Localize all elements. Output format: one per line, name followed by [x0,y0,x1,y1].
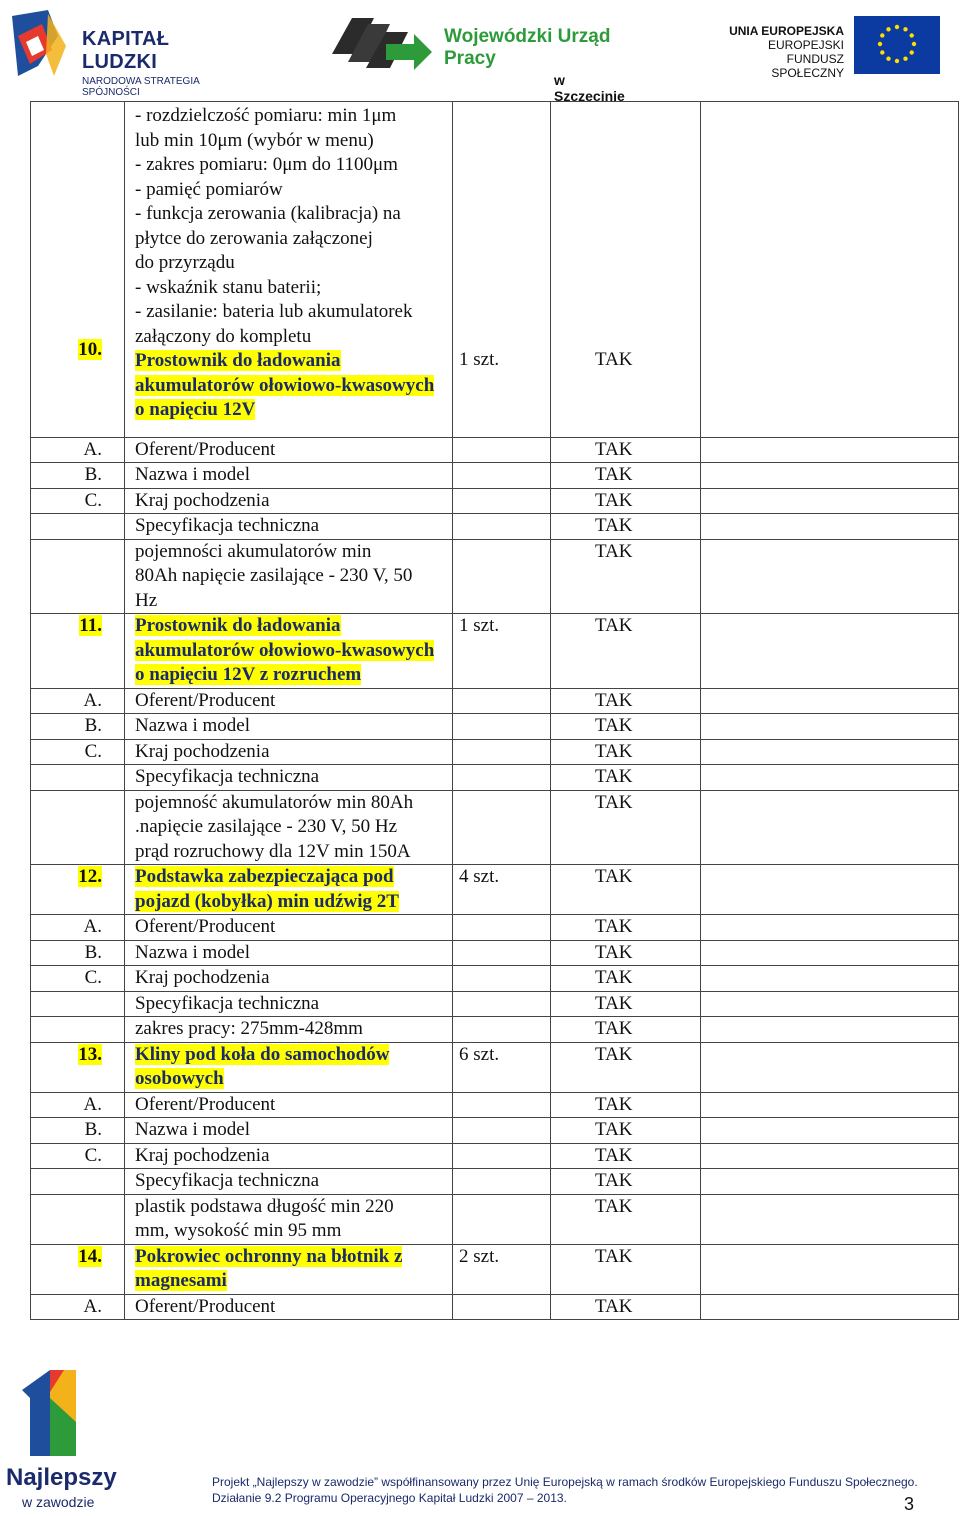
item-13-number: 13. [78,1043,102,1065]
empty-cell [453,1118,551,1144]
empty-cell [701,739,959,765]
sub-letter: A. [31,915,125,941]
table-row [31,539,959,614]
sub-label: Oferent/Producent [125,915,453,941]
empty-cell [701,915,959,941]
top-spec-line: - pamięć pomiarów [135,178,283,200]
sub-label: Oferent/Producent [125,688,453,714]
item-10-name: Prostownik do ładowania akumulatorów ołowiowo-kwasowych o napięciu 12V [135,350,435,420]
sub-value: TAK [551,463,701,489]
eu-line1: UNIA EUROPEJSKA [729,24,844,38]
empty-cell [453,940,551,966]
empty-cell [31,514,125,540]
page-footer [0,1368,960,1516]
spec-line: plastik podstawa długość min 220 [135,1195,394,1217]
empty-cell [453,790,551,865]
empty-cell [701,714,959,740]
sub-value: TAK [551,966,701,992]
page-number: 3 [904,1494,915,1514]
spec-cell [125,1017,453,1043]
empty-cell [701,790,959,865]
sub-value: TAK [551,437,701,463]
empty-cell [453,1017,551,1043]
sub-label: Nazwa i model [125,940,453,966]
empty-cell [701,966,959,992]
empty-cell [701,940,959,966]
sub-label: Kraj pochodzenia [125,966,453,992]
sub-letter: B. [31,714,125,740]
item-number [31,614,125,689]
top-spec-line: - zasilanie: bateria lub akumulatorek [135,301,413,322]
empty-cell [31,1194,125,1244]
sub-label: Nazwa i model [125,714,453,740]
table-row [31,1092,959,1118]
top-spec-line: lub min 10μm (wybór w menu) [135,129,374,151]
sub-label: Kraj pochodzenia [125,739,453,765]
sub-value: TAK [551,714,701,740]
table-row [31,739,959,765]
sub-label: Specyfikacja techniczna [125,514,453,540]
table-row [31,991,959,1017]
empty-cell [453,514,551,540]
item-13-cell [125,1042,453,1092]
wup-arrow-icon [330,14,434,74]
spec-line: zakres pracy: 275mm-428mm [135,1018,363,1039]
item-11-req: TAK [551,614,701,689]
spec-cell [125,790,453,865]
sub-value: TAK [551,1294,701,1320]
table-row [31,940,959,966]
empty-cell [31,539,125,614]
sub-value: TAK [551,1169,701,1195]
table-row [31,1042,959,1092]
empty-cell [453,1092,551,1118]
item-number [31,1244,125,1294]
sub-value: TAK [551,539,701,614]
item-13-name: Kliny pod koła do samochodów osobowych [135,1043,390,1089]
empty-cell [453,1294,551,1320]
sub-value: TAK [551,488,701,514]
table-row [31,865,959,915]
spec-line: 80Ah napięcie zasilające - 230 V, 50 [135,565,413,586]
top-spec-line: - rozdzielczość pomiaru: min 1μm [135,105,397,126]
kapital-ludzki-subtitle: NARODOWA STRATEGIA SPÓJNOŚCI [82,76,200,98]
sub-label: Specyfikacja techniczna [125,991,453,1017]
empty-cell [453,463,551,489]
page-header [0,0,960,104]
table-row [31,966,959,992]
sub-value: TAK [551,739,701,765]
empty-cell [31,991,125,1017]
najlepszy-logo [0,1368,130,1516]
item-11-cell [125,614,453,689]
empty-cell [453,765,551,791]
empty-cell [701,614,959,689]
eu-line2: EUROPEJSKI [767,38,844,52]
item-10-qty: 1 szt. [453,102,551,438]
empty-cell [701,539,959,614]
footer-line1: Projekt „Najlepszy w zawodzie” współfinansowany przez Unię Europejską w ramach środków Europejskiego Funduszu Społecznego. [212,1475,918,1489]
sub-value: TAK [551,688,701,714]
item-12-qty: 4 szt. [453,865,551,915]
sub-value: TAK [551,1118,701,1144]
empty-cell [453,488,551,514]
empty-cell [701,688,959,714]
item-10-req: TAK [551,102,701,438]
kapital-ludzki-title: KAPITAŁ LUDZKI [82,28,170,73]
sub-letter: B. [31,1118,125,1144]
sub-letter: C. [31,966,125,992]
sub-value: TAK [551,1194,701,1244]
table-row [31,1118,959,1144]
item-14-qty: 2 szt. [453,1244,551,1294]
table-row [31,790,959,865]
empty-cell [701,1294,959,1320]
spec-cell [125,539,453,614]
sub-letter: A. [31,1294,125,1320]
table-row [31,765,959,791]
sub-label: Oferent/Producent [125,1092,453,1118]
item-11-number: 11. [79,615,102,636]
empty-cell [453,688,551,714]
spec-line: .napięcie zasilające - 230 V, 50 Hz [135,816,398,837]
empty-cell [31,765,125,791]
najlepszy-title: Najlepszy [6,1464,117,1491]
najlepszy-subtitle: w zawodzie [22,1494,95,1510]
empty-cell [453,966,551,992]
empty-cell [453,739,551,765]
wup-logo [330,14,630,104]
kapital-ludzki-logo [8,6,248,98]
sub-label: Specyfikacja techniczna [125,1169,453,1195]
empty-cell [701,1194,959,1244]
top-spec-line: - wskaźnik stanu baterii; [135,276,322,298]
sub-letter: C. [31,1143,125,1169]
sub-label: Kraj pochodzenia [125,488,453,514]
table-row [31,688,959,714]
top-spec-line: - zakres pomiaru: 0μm do 1100μm [135,154,398,175]
item-number [31,1042,125,1092]
sub-letter: A. [31,1092,125,1118]
sub-value: TAK [551,1092,701,1118]
item-10-number: 10. [78,339,102,360]
item-11-name: Prostownik do ładowania akumulatorów ołowiowo-kwasowych o napięciu 12V z rozruchem [135,615,435,685]
top-spec-line: - funkcja zerowania (kalibracja) na [135,203,401,224]
item-13-req: TAK [551,1042,701,1092]
empty-cell [701,1118,959,1144]
empty-cell [701,765,959,791]
top-spec-line: do przyrządu [135,252,235,273]
table-row [31,1244,959,1294]
empty-cell [453,437,551,463]
table-row [31,614,959,689]
table-row [31,1017,959,1043]
kapital-ludzki-star-icon [8,6,70,80]
wup-title: Wojewódzki Urząd Pracy [444,26,611,69]
table-row [31,1294,959,1320]
empty-cell [701,437,959,463]
empty-cell [701,1042,959,1092]
spec-line: Hz [135,589,158,611]
table-row [31,915,959,941]
empty-cell [31,790,125,865]
sub-value: TAK [551,514,701,540]
table-row [31,102,959,438]
empty-cell [701,1169,959,1195]
empty-cell [453,991,551,1017]
table-row [31,714,959,740]
item-14-number: 14. [78,1245,102,1267]
empty-cell [453,1169,551,1195]
empty-cell [453,1194,551,1244]
sub-label: Kraj pochodzenia [125,1143,453,1169]
sub-letter: A. [31,688,125,714]
item-14-req: TAK [551,1244,701,1294]
table-row [31,437,959,463]
sub-label: Specyfikacja techniczna [125,765,453,791]
empty-cell [701,514,959,540]
empty-cell [701,865,959,915]
eu-logo [728,14,940,78]
sub-label: Nazwa i model [125,463,453,489]
sub-label: Nazwa i model [125,1118,453,1144]
sub-value: TAK [551,790,701,865]
sub-value: TAK [551,915,701,941]
item-number [31,865,125,915]
table-row [31,488,959,514]
number-one-icon [0,1368,110,1460]
empty-cell [701,488,959,514]
sub-letter: B. [31,940,125,966]
empty-cell [31,1017,125,1043]
spec-line: mm, wysokość min 95 mm [135,1220,342,1241]
empty-cell [701,1092,959,1118]
sub-label: Oferent/Producent [125,437,453,463]
item-13-qty: 6 szt. [453,1042,551,1092]
empty-cell [701,1244,959,1294]
specification-table [30,101,959,1320]
sub-value: TAK [551,1143,701,1169]
item-10-cell [125,102,453,438]
item-14-name: Pokrowiec ochronny na błotnik z magnesami [135,1245,403,1291]
empty-cell [701,1143,959,1169]
item-12-number: 12. [78,866,102,887]
spec-line: prąd rozruchowy dla 12V min 150A [135,840,411,862]
empty-cell [453,1143,551,1169]
item-12-req: TAK [551,865,701,915]
spec-line: pojemności akumulatorów min [135,540,372,562]
wup-subtitle: w Szczecinie [554,72,625,104]
item-12-cell [125,865,453,915]
sub-letter: B. [31,463,125,489]
table-row [31,1169,959,1195]
empty-cell [453,915,551,941]
sub-letter: C. [31,488,125,514]
empty-cell [31,1169,125,1195]
spec-line: pojemność akumulatorów min 80Ah [135,791,414,813]
table-row [31,1143,959,1169]
item-14-cell [125,1244,453,1294]
sub-value: TAK [551,1017,701,1043]
table-row [31,1194,959,1244]
top-spec-line: płytce do zerowania załączonej [135,227,373,249]
sub-letter: C. [31,739,125,765]
footer-text [212,1474,918,1506]
empty-cell [701,463,959,489]
spec-cell [125,1194,453,1244]
footer-line2: Działanie 9.2 Programu Operacyjnego Kapitał Ludzki 2007 – 2013. [212,1491,567,1505]
eu-line3: FUNDUSZ SPOŁECZNY [771,52,844,80]
empty-cell [701,991,959,1017]
table-row [31,514,959,540]
sub-value: TAK [551,940,701,966]
sub-value: TAK [551,991,701,1017]
item-11-qty: 1 szt. [453,614,551,689]
item-number [31,102,125,438]
eu-flag-icon [854,16,940,74]
empty-cell [453,539,551,614]
top-spec-line: załączony do kompletu [135,325,312,347]
empty-cell [453,714,551,740]
empty-cell [701,1017,959,1043]
sub-label: Oferent/Producent [125,1294,453,1320]
empty-cell [701,102,959,438]
item-12-name: Podstawka zabezpieczająca pod pojazd (kobyłka) min udźwig 2T [135,866,399,912]
sub-value: TAK [551,765,701,791]
table-row [31,463,959,489]
sub-letter: A. [31,437,125,463]
